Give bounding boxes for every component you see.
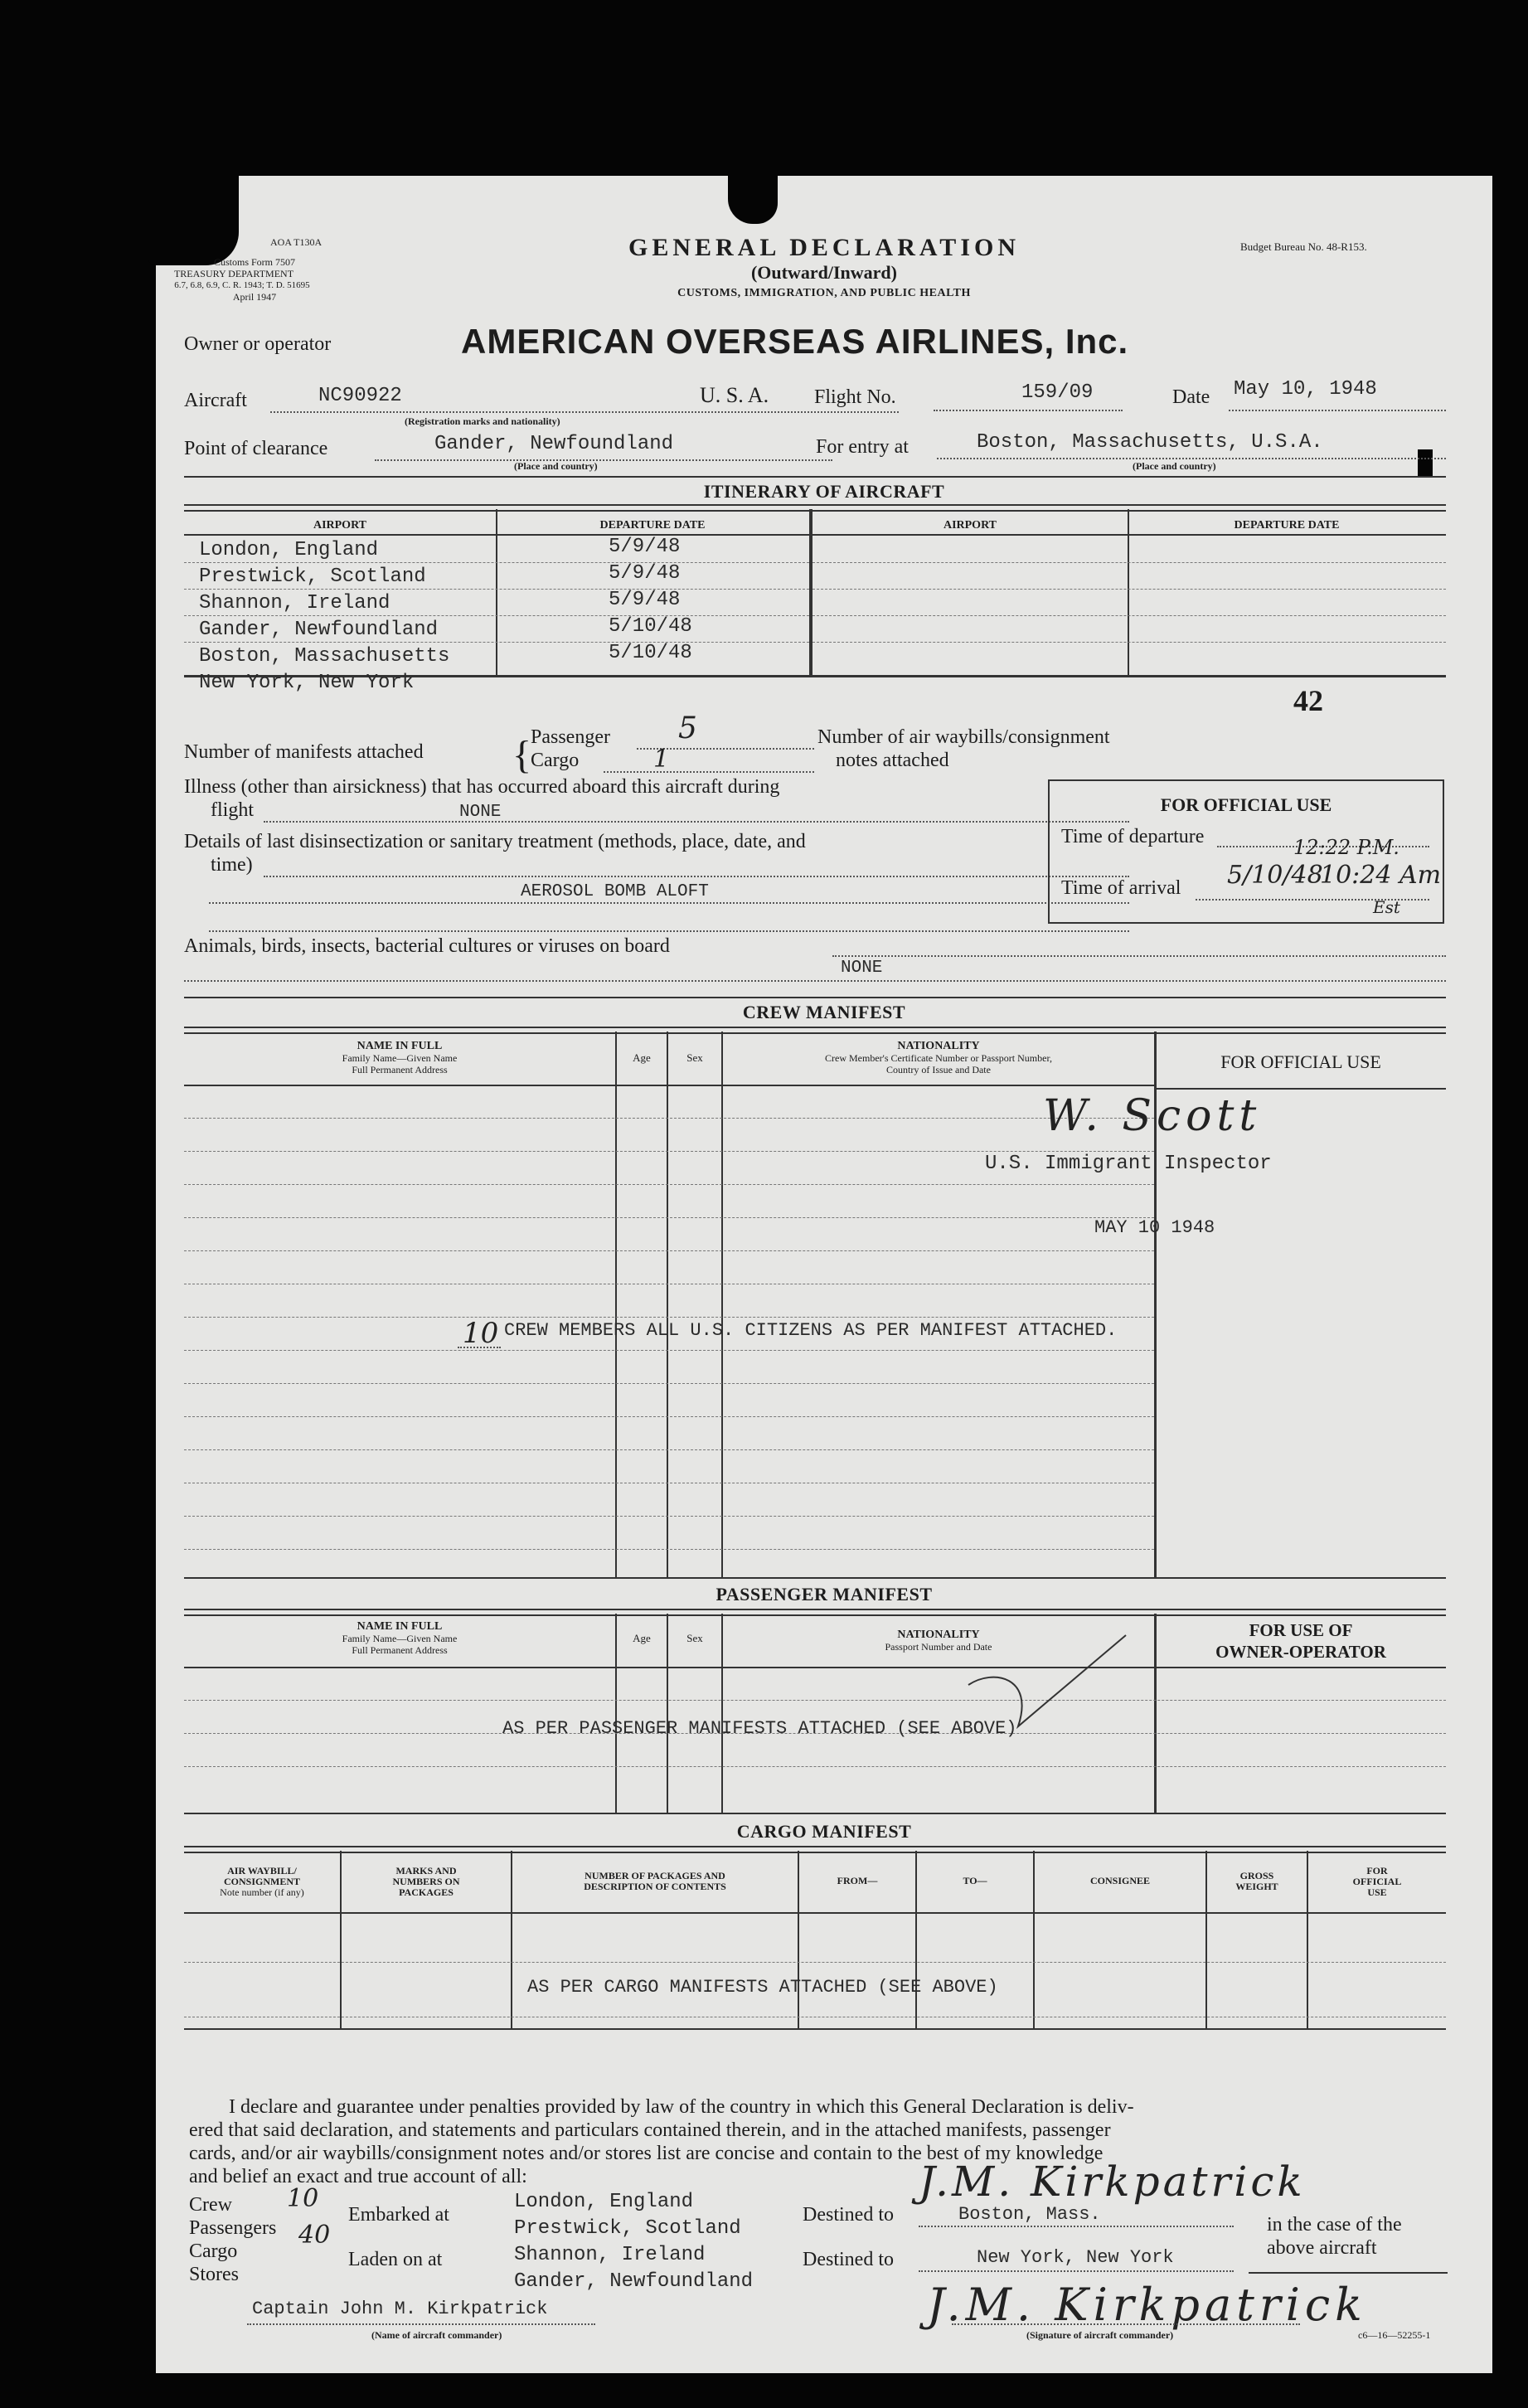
destination-2: New York, New York: [977, 2247, 1174, 2268]
cargo-header-packages: NUMBER OF PACKAGES AND: [585, 1870, 725, 1881]
itinerary-airport: Shannon, Ireland: [199, 592, 390, 614]
torn-edge: [728, 167, 778, 224]
waybills-label: Number of air waybills/consignment: [817, 726, 1110, 748]
entry-note: (Place and country): [1133, 460, 1216, 472]
cargo-header-marks-3: PACKAGES: [399, 1886, 454, 1898]
declaration-text-4: and belief an exact and true account of all:: [189, 2166, 527, 2187]
crew-header-name-sub: Family Name—Given Name: [342, 1052, 458, 1064]
embark-place: Gander, Newfoundland: [514, 2270, 754, 2293]
itinerary-airport: Prestwick, Scotland: [199, 566, 426, 588]
passengers-label: Passengers: [189, 2217, 277, 2239]
cargo-header-from: FROM—: [837, 1875, 878, 1886]
cargo-header-waybill-2: CONSIGNMENT: [223, 1876, 300, 1887]
itinerary-date: 5/9/48: [609, 536, 681, 558]
cargo-header-waybill: AIR WAYBILL/: [227, 1865, 297, 1876]
declaration-text-1: I declare and guarantee under penalties provided by law of the country in which this General Declaration is deliv-: [229, 2096, 1134, 2118]
form-code: AOA T130A: [270, 236, 323, 248]
inspector-stamp-date: MAY 10 1948: [1094, 1217, 1215, 1238]
itinerary-header-date: DEPARTURE DATE: [599, 519, 706, 532]
form-direction: (Outward/Inward): [750, 262, 897, 283]
itinerary-header-date-2: DEPARTURE DATE: [1234, 519, 1340, 532]
cargo-header-weight-2: WEIGHT: [1235, 1881, 1278, 1892]
laden-label: Laden on at: [348, 2249, 443, 2270]
passenger-header-passport: Passport Number and Date: [885, 1641, 992, 1653]
declaration-form-page: [156, 176, 1492, 2373]
crew-label: Crew: [189, 2194, 232, 2216]
case-label: in the case of the: [1267, 2214, 1402, 2236]
passenger-header-age: Age: [633, 1632, 651, 1644]
crew-count-handwritten: 10: [463, 1317, 499, 1350]
crew-manifest-entry: CREW MEMBERS ALL U.S. CITIZENS AS PER MANIFEST ATTACHED.: [504, 1320, 1118, 1341]
flight-label: Flight No.: [814, 386, 896, 408]
cargo-header-marks: MARKS AND: [395, 1865, 457, 1876]
customs-form-number: Customs Form 7507: [213, 256, 295, 268]
date-label: Date: [1172, 386, 1210, 408]
cargo-label: Cargo: [531, 750, 580, 771]
passenger-header-operator: OWNER-OPERATOR: [1215, 1642, 1386, 1662]
itinerary-title: ITINERARY OF AIRCRAFT: [703, 481, 945, 502]
captain-name-note: (Name of aircraft commander): [371, 2329, 502, 2341]
cargo-manifest-count: 1: [653, 745, 670, 774]
disinsect-value: AEROSOL BOMB ALOFT: [521, 882, 709, 901]
registration-note: (Registration marks and nationality): [405, 415, 560, 427]
destined-label: Destined to: [803, 2204, 894, 2226]
aircraft-label: Aircraft: [184, 390, 247, 411]
aircraft-registration: NC90922: [318, 385, 402, 407]
waybills-label-2: notes attached: [836, 750, 949, 771]
passenger-header-nationality: NATIONALITY: [897, 1629, 980, 1641]
crew-header-sex: Sex: [686, 1051, 703, 1064]
cargo-manifest-entry: AS PER CARGO MANIFESTS ATTACHED (SEE ABOVE): [527, 1977, 998, 1998]
itinerary-airport: London, England: [199, 539, 379, 561]
illness-label: Illness (other than airsickness) that has occurred aboard this aircraft during: [184, 776, 780, 798]
crew-header-name: NAME IN FULL: [357, 1040, 443, 1052]
budget-bureau: Budget Bureau No. 48-R153.: [1240, 240, 1367, 253]
flight-date: May 10, 1948: [1234, 378, 1377, 401]
destination-1: Boston, Mass.: [958, 2204, 1101, 2225]
crew-total-handwritten: 10: [287, 2184, 319, 2213]
arrival-zone-handwritten: Est: [1373, 897, 1400, 917]
aircraft-nationality: U. S. A.: [700, 383, 769, 407]
declaration-text-2: ered that said declaration, and statements and particulars contained therein, and in the attached manifests, passenger: [189, 2119, 1111, 2141]
passenger-header-name-sub: Family Name—Given Name: [342, 1633, 458, 1644]
cargo-header-packages-2: DESCRIPTION OF CONTENTS: [584, 1881, 726, 1892]
cargo-total-label: Cargo: [189, 2241, 238, 2262]
embark-place: Prestwick, Scotland: [514, 2217, 741, 2240]
embark-place: Shannon, Ireland: [514, 2244, 706, 2266]
animals-value: NONE: [841, 959, 883, 978]
disinsect-label: Details of last disinsectization or sanitary treatment (methods, place, date, and: [184, 831, 806, 852]
official-use-title: FOR OFFICIAL USE: [1160, 794, 1332, 815]
arrival-time2-handwritten: 10:24 Am: [1320, 861, 1442, 890]
commander-signature-2: J.M. Kirkpatrick: [927, 2279, 1367, 2331]
passenger-header-owner: FOR USE OF: [1249, 1620, 1353, 1640]
stores-label: Stores: [189, 2264, 239, 2285]
passenger-manifest-entry: AS PER PASSENGER MANIFESTS ATTACHED (SEE ABOVE): [502, 1718, 1017, 1739]
inspector-title: U.S. Immigrant Inspector: [985, 1153, 1272, 1175]
entry-point: Boston, Massachusetts, U.S.A.: [977, 431, 1323, 454]
itinerary-date: 5/10/48: [609, 642, 692, 664]
commander-signature: J.M. Kirkpatrick: [919, 2158, 1306, 2206]
embark-place: London, England: [514, 2191, 694, 2213]
owner-name: AMERICAN OVERSEAS AIRLINES, Inc.: [461, 322, 1129, 361]
animals-label: Animals, birds, insects, bacterial cultures or viruses on board: [184, 935, 670, 957]
treasury-department: TREASURY DEPARTMENT: [173, 268, 294, 279]
destined-label-2: Destined to: [803, 2249, 894, 2270]
passengers-total-handwritten: 40: [298, 2221, 331, 2250]
crew-header-address: Full Permanent Address: [352, 1064, 448, 1075]
regulation-ref: 6.7, 6.8, 6.9, C. R. 1943; T. D. 51695: [174, 280, 310, 290]
inspector-signature: W. Scott: [1043, 1091, 1262, 1141]
itinerary-header-airport: AIRPORT: [313, 519, 367, 532]
itinerary-date: 5/10/48: [609, 615, 692, 638]
captain-name: Captain John M. Kirkpatrick: [252, 2299, 548, 2319]
manifests-label: Number of manifests attached: [184, 741, 424, 763]
itinerary-date: 5/9/48: [609, 562, 681, 585]
illness-label-2: flight: [211, 799, 254, 821]
itinerary-date: 5/9/48: [609, 589, 681, 611]
binding-mark: [1418, 449, 1433, 478]
arrival-time-label: Time of arrival: [1061, 877, 1181, 899]
entry-label: For entry at: [816, 436, 909, 458]
cargo-header-waybill-3: Note number (if any): [220, 1886, 304, 1898]
passenger-header-address: Full Permanent Address: [352, 1644, 448, 1656]
disinsect-label-2: time): [211, 854, 253, 876]
clearance-label: Point of clearance: [184, 438, 328, 459]
cargo-header-consignee: CONSIGNEE: [1089, 1875, 1151, 1886]
declaration-text-3: cards, and/or air waybills/consignment notes and/or stores list are concise and contain to the best of my knowledge: [189, 2143, 1104, 2164]
crew-header-country: Country of Issue and Date: [886, 1064, 991, 1075]
crew-header-nationality: NATIONALITY: [897, 1040, 980, 1052]
crew-manifest-title: CREW MANIFEST: [742, 1002, 906, 1022]
cargo-header-official-2: OFFICIAL: [1352, 1876, 1402, 1887]
cargo-header-weight: GROSS: [1239, 1870, 1274, 1881]
passenger-label: Passenger: [531, 726, 610, 748]
form-date: April 1947: [232, 291, 277, 303]
arrival-time-handwritten: 12:22 P.M.: [1293, 836, 1399, 859]
clearance-note: (Place and country): [514, 460, 598, 472]
arrival-date-handwritten: 5/10/48: [1227, 861, 1323, 890]
illness-value: NONE: [459, 803, 502, 822]
cargo-header-official: FOR: [1366, 1865, 1388, 1876]
signature-note: (Signature of aircraft commander): [1026, 2329, 1174, 2341]
itinerary-airport: New York, New York: [199, 672, 415, 694]
flight-number: 159/09: [1021, 381, 1094, 404]
owner-label: Owner or operator: [184, 333, 332, 355]
brace-icon: {: [512, 733, 532, 777]
crew-header-official: FOR OFFICIAL USE: [1220, 1051, 1381, 1072]
form-subtitle: CUSTOMS, IMMIGRATION, AND PUBLIC HEALTH: [677, 287, 971, 299]
passenger-manifest-title: PASSENGER MANIFEST: [715, 1584, 933, 1605]
cargo-header-to: TO—: [963, 1875, 987, 1886]
case-label-2: above aircraft: [1267, 2237, 1377, 2259]
itinerary-header-airport-2: AIRPORT: [943, 519, 997, 532]
cargo-header-marks-2: NUMBERS ON: [392, 1876, 460, 1887]
embarked-label: Embarked at: [348, 2204, 449, 2226]
itinerary-airport: Boston, Massachusetts: [199, 645, 450, 668]
cargo-manifest-title: CARGO MANIFEST: [736, 1821, 912, 1842]
passenger-manifest-count: 5: [678, 711, 697, 745]
departure-time-label: Time of departure: [1061, 826, 1205, 847]
itinerary-airport: Gander, Newfoundland: [199, 619, 439, 641]
passenger-header-sex: Sex: [686, 1632, 703, 1644]
clearance-point: Gander, Newfoundland: [434, 433, 674, 455]
passenger-header-name: NAME IN FULL: [357, 1620, 443, 1633]
cargo-header-official-3: USE: [1367, 1886, 1387, 1898]
form-title: GENERAL DECLARATION: [628, 234, 1020, 261]
crew-header-age: Age: [633, 1051, 651, 1064]
page-mark: 42: [1293, 684, 1323, 717]
crew-header-cert: Crew Member's Certificate Number or Passport Number,: [825, 1052, 1052, 1064]
print-code: c6—16—52255-1: [1358, 2329, 1431, 2341]
